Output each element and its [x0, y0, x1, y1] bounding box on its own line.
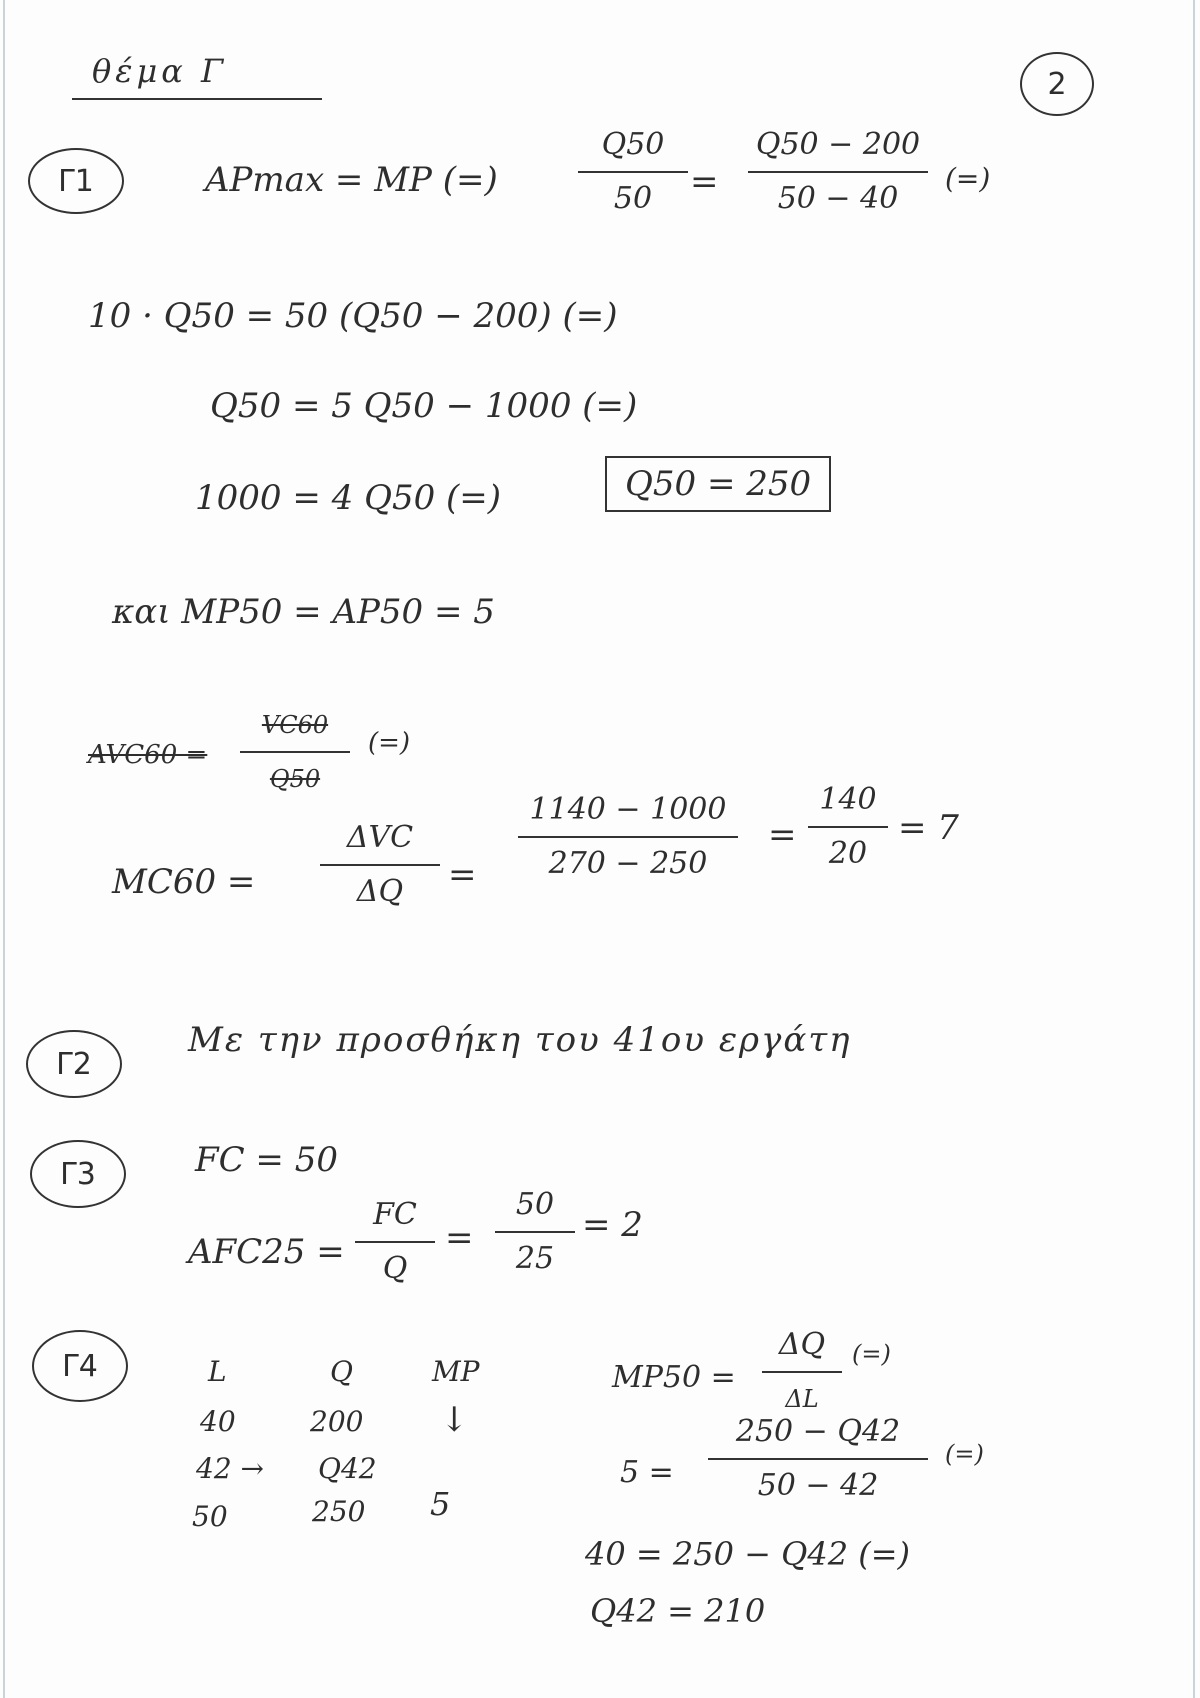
g4-table-row3-mp: 5	[430, 1485, 451, 1523]
g3-eq2-frac1-numerator: FC	[373, 1197, 417, 1232]
g4-table-row2-l: 42 →	[196, 1452, 264, 1485]
g4-eq3: 40 = 250 − Q42 (=)	[585, 1535, 911, 1573]
g4-table-row1-l: 40	[200, 1405, 236, 1438]
g1-eq1-left: APmax = MP (=)	[205, 160, 498, 200]
g1-eq7-frac1-numerator: ΔVC	[346, 820, 414, 855]
g4-eq1-frac-denominator: ΔL	[785, 1385, 819, 1413]
g1-eq7-fraction-2	[518, 790, 738, 884]
fraction-bar	[748, 171, 928, 173]
g1-eq7-frac2-denominator: 270 − 250	[548, 846, 708, 881]
g1-eq1-fraction-1	[578, 125, 688, 219]
g1-eq7-left: MC60 =	[112, 862, 256, 902]
fraction-bar	[355, 1241, 435, 1243]
scan-edge-left	[3, 0, 5, 1698]
g4-table-arrow: ↓	[440, 1400, 469, 1440]
fraction-bar	[240, 751, 350, 753]
g4-table-row2-q: Q42	[318, 1452, 377, 1485]
g3-eq1: FC = 50	[195, 1140, 338, 1180]
g3-eq2-frac2-denominator: 25	[515, 1241, 555, 1276]
g1-eq6-struck: AVC60 =	[88, 740, 208, 770]
g1-eq7-fraction-1	[320, 818, 440, 912]
g1-eq7-fraction-3	[808, 780, 888, 874]
page-number-badge: 2	[1020, 52, 1094, 116]
section-label-g1: Γ1	[28, 148, 124, 214]
g1-eq7-frac3-numerator: 140	[819, 782, 877, 817]
g4-eq1-fraction	[762, 1325, 842, 1419]
section-label-g3: Γ3	[30, 1140, 126, 1208]
g4-table-header-q: Q	[330, 1355, 353, 1388]
g4-eq2-implies: (=)	[945, 1440, 984, 1468]
g4-table-row3-q: 250	[312, 1495, 366, 1528]
fraction-bar	[808, 826, 888, 828]
fraction-bar	[495, 1231, 575, 1233]
g1-eq7-frac3-denominator: 20	[828, 836, 868, 871]
g1-eq1-fraction-2	[748, 125, 928, 219]
fraction-bar	[320, 864, 440, 866]
g4-table-row1-q: 200	[310, 1405, 364, 1438]
fraction-bar	[518, 836, 738, 838]
g1-eq4-boxed-result: Q50 = 250	[605, 456, 831, 512]
g3-eq2-left: AFC25 =	[188, 1232, 345, 1272]
g1-eq6-fraction	[240, 705, 350, 799]
g3-eq2-result: = 2	[582, 1205, 643, 1245]
g1-eq7-equals-1: =	[448, 855, 477, 895]
fraction-bar	[762, 1371, 842, 1373]
g4-eq1-implies: (=)	[852, 1340, 891, 1368]
fraction-bar	[578, 171, 688, 173]
g3-eq2-frac2-numerator: 50	[515, 1187, 555, 1222]
g1-eq6-implies: (=)	[368, 728, 411, 758]
g1-eq1-frac1-denominator: 50	[613, 181, 653, 216]
g4-table-header-l: L	[208, 1355, 227, 1388]
g2-text: Με την προσθήκη του 41ου εργάτη	[188, 1020, 852, 1060]
g1-eq5: και MP50 = AP50 = 5	[112, 592, 495, 632]
g1-eq1-frac2-denominator: 50 − 40	[777, 181, 899, 216]
g1-eq7-equals-2: =	[768, 815, 797, 855]
g3-eq2-equals: =	[445, 1218, 474, 1258]
g4-eq1-left: MP50 =	[612, 1360, 736, 1395]
g4-eq2-fraction	[708, 1412, 928, 1506]
fraction-bar	[708, 1458, 928, 1460]
g4-eq1-frac-numerator: ΔQ	[778, 1327, 826, 1362]
g1-eq2: 10 · Q50 = 50 (Q50 − 200) (=)	[88, 296, 618, 336]
g1-eq1-frac2-numerator: Q50 − 200	[755, 127, 921, 162]
g4-eq2-left: 5 =	[620, 1455, 674, 1490]
g1-eq6-frac-denominator: Q50	[269, 765, 321, 793]
scan-edge-right	[1193, 0, 1195, 1698]
g1-eq6-frac-numerator: VC60	[261, 711, 329, 739]
g4-table-row3-l: 50	[192, 1500, 228, 1533]
g1-eq7-frac2-numerator: 1140 − 1000	[529, 792, 727, 827]
section-label-g4: Γ4	[32, 1330, 128, 1402]
g1-eq4-left: 1000 = 4 Q50 (=)	[195, 478, 502, 518]
section-label-g2: Γ2	[26, 1030, 122, 1098]
g1-eq7-result: = 7	[898, 808, 959, 848]
g4-eq4: Q42 = 210	[590, 1592, 766, 1630]
g1-eq1-equals: =	[690, 162, 719, 202]
g3-eq2-fraction-2	[495, 1185, 575, 1279]
g1-eq1-frac1-numerator: Q50	[601, 127, 665, 162]
g1-eq1-implies: (=)	[945, 162, 991, 195]
title-underline	[72, 98, 322, 100]
g3-eq2-frac1-denominator: Q	[382, 1251, 408, 1286]
g4-eq2-frac-numerator: 250 − Q42	[735, 1414, 901, 1449]
g4-eq2-frac-denominator: 50 − 42	[757, 1468, 879, 1503]
g1-eq3: Q50 = 5 Q50 − 1000 (=)	[210, 386, 638, 426]
page-title: θέμα Γ	[92, 52, 228, 90]
g3-eq2-fraction-1	[355, 1195, 435, 1289]
g4-table-header-mp: MP	[432, 1355, 480, 1388]
g1-eq7-frac1-denominator: ΔQ	[356, 874, 404, 909]
